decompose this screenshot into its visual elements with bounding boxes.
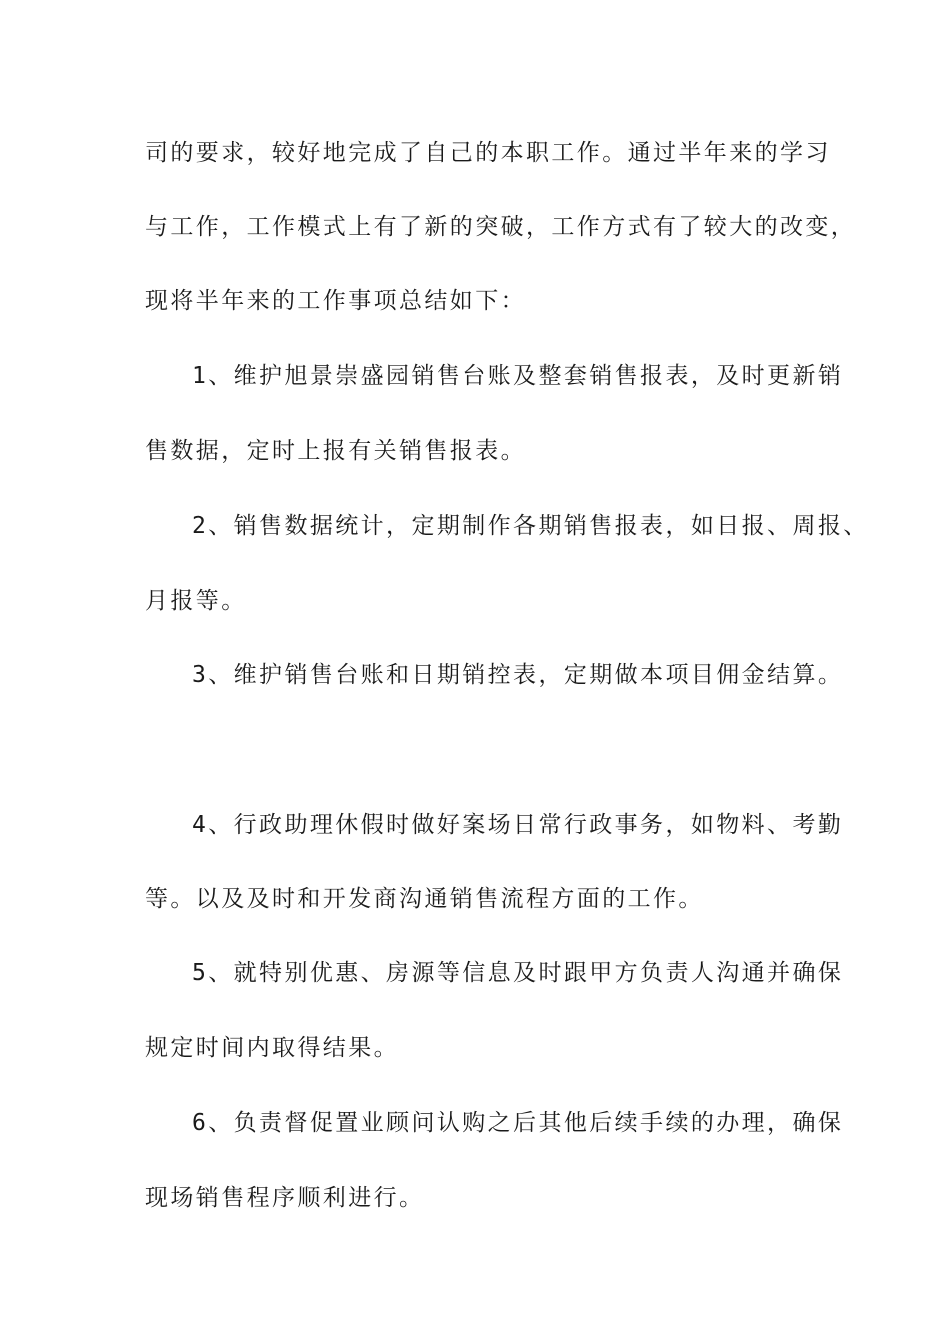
item-6-line-1: 6、负责督促置业顾问认购之后其他后续手续的办理，确保: [192, 1110, 844, 1136]
item-5-line-1: 5、就特别优惠、房源等信息及时跟甲方负责人沟通并确保: [192, 960, 844, 986]
paragraph-intro-line-3: 现将半年来的工作事项总结如下：: [145, 288, 526, 314]
item-4-line-2: 等。以及及时和开发商沟通销售流程方面的工作。: [145, 886, 704, 912]
item-3-line-1: 3、维护销售台账和日期销控表，定期做本项目佣金结算。: [192, 662, 844, 688]
paragraph-intro-line-1: 司的要求，较好地完成了自己的本职工作。通过半年来的学习: [145, 140, 831, 166]
item-2-line-1: 2、销售数据统计，定期制作各期销售报表，如日报、周报、: [192, 513, 869, 539]
item-2-line-2: 月报等。: [145, 588, 247, 614]
item-5-line-2: 规定时间内取得结果。: [145, 1035, 399, 1061]
paragraph-intro-line-2: 与工作，工作模式上有了新的突破，工作方式有了较大的改变，: [145, 214, 857, 240]
item-4-line-1: 4、行政助理休假时做好案场日常行政事务，如物料、考勤: [192, 812, 844, 838]
item-1-line-1: 1、维护旭景崇盛园销售台账及整套销售报表，及时更新销: [192, 363, 844, 389]
item-1-line-2: 售数据，定时上报有关销售报表。: [145, 438, 526, 464]
item-6-line-2: 现场销售程序顺利进行。: [145, 1185, 425, 1211]
